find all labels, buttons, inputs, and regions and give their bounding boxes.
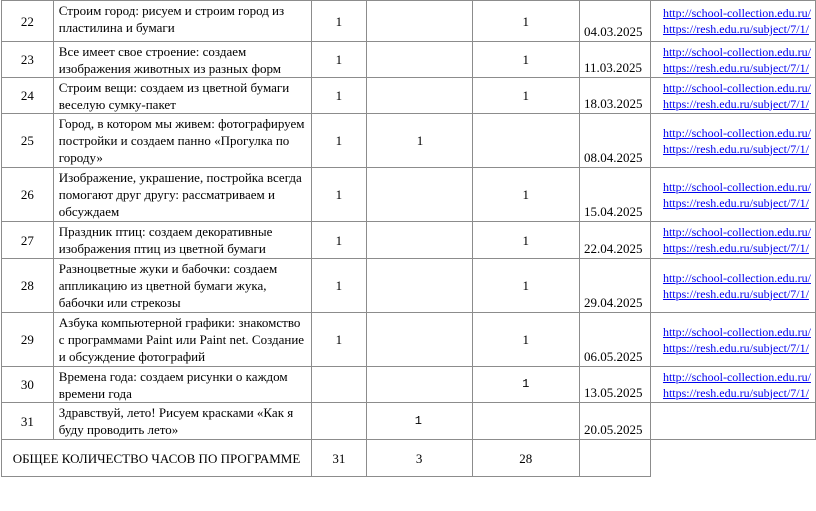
lesson-topic-cell: Праздник птиц: создаем декоративные изображения птиц из цветной бумаги — [53, 222, 311, 259]
table-row — [2, 168, 816, 222]
lesson-topic-cell: Строим город: рисуем и строим город из пластилина и бумаги — [53, 1, 311, 42]
test-hours-cell — [366, 42, 472, 78]
lesson-topic-cell: Изображение, украшение, постройка всегда помогают друг другу: рассматриваем и обсуждаем — [53, 168, 311, 222]
total-hours-cell — [311, 367, 366, 403]
resh-link[interactable]: https://resh.edu.ru/subject/7/1/ — [662, 96, 809, 111]
table-row — [2, 42, 816, 78]
practice-hours-cell: 1 — [472, 78, 580, 114]
lesson-date-cell: 04.03.2025 — [580, 1, 651, 42]
total-hours-cell: 1 — [311, 259, 366, 313]
lesson-topic-cell: Все имеет свое строение: создаем изображения животных из разных форм — [53, 42, 311, 78]
lesson-topic-cell: Азбука компьютерной графики: знакомство с программами Paint или Paint net. Создание и обсуждение фотографий — [53, 313, 311, 367]
test-hours-cell — [366, 168, 472, 222]
resh-link[interactable]: https://resh.edu.ru/subject/7/1/ — [662, 195, 809, 210]
resh-link[interactable]: https://resh.edu.ru/subject/7/1/ — [662, 141, 809, 156]
test-hours-cell — [366, 313, 472, 367]
practice-hours-cell: 1 — [472, 1, 580, 42]
school-collection-link[interactable]: http://school-collection.edu.ru/ — [662, 369, 811, 384]
table-row — [2, 114, 816, 168]
lesson-plan-table — [1, 0, 816, 477]
resource-links-cell — [650, 403, 815, 440]
total-hours-cell: 1 — [311, 78, 366, 114]
total-hours-cell: 1 — [311, 313, 366, 367]
resource-links-cell — [650, 78, 815, 114]
total-all-hours-cell: 31 — [311, 440, 366, 477]
test-hours-cell — [366, 367, 472, 403]
lesson-date-cell: 06.05.2025 — [580, 313, 651, 367]
school-collection-link[interactable]: http://school-collection.edu.ru/ — [662, 80, 811, 95]
table-row — [2, 367, 816, 403]
lesson-date-cell: 18.03.2025 — [580, 78, 651, 114]
practice-hours-cell: 1 — [472, 259, 580, 313]
lesson-date-cell: 20.05.2025 — [580, 403, 651, 440]
resh-link[interactable]: https://resh.edu.ru/subject/7/1/ — [662, 340, 809, 355]
lesson-number-cell: 28 — [2, 259, 54, 313]
resh-link[interactable]: https://resh.edu.ru/subject/7/1/ — [662, 385, 809, 400]
lesson-topic-cell: Разноцветные жуки и бабочки: создаем аппликацию из цветной бумаги жука, бабочки или стрекозы — [53, 259, 311, 313]
total-hours-cell: 1 — [311, 222, 366, 259]
practice-hours-cell: 1 — [472, 222, 580, 259]
lesson-number-cell: 24 — [2, 78, 54, 114]
resource-links-cell — [650, 259, 815, 313]
table-body — [2, 1, 816, 477]
total-test-hours-cell: 3 — [366, 440, 472, 477]
practice-hours-cell: 1 — [472, 42, 580, 78]
lesson-date-cell: 11.03.2025 — [580, 42, 651, 78]
total-practice-hours-cell: 28 — [472, 440, 580, 477]
table-row — [2, 313, 816, 367]
resource-links-cell — [650, 222, 815, 259]
resource-links-cell — [650, 114, 815, 168]
resh-link[interactable]: https://resh.edu.ru/subject/7/1/ — [662, 60, 809, 75]
school-collection-link[interactable]: http://school-collection.edu.ru/ — [662, 125, 811, 140]
test-hours-cell — [366, 222, 472, 259]
resh-link[interactable]: https://resh.edu.ru/subject/7/1/ — [662, 22, 809, 36]
test-hours-cell — [366, 1, 472, 42]
lesson-number-cell: 30 — [2, 367, 54, 403]
resource-links-cell — [650, 42, 815, 78]
school-collection-link[interactable]: http://school-collection.edu.ru/ — [662, 6, 811, 20]
test-hours-cell — [366, 78, 472, 114]
lesson-number-cell: 31 — [2, 403, 54, 440]
lesson-number-cell: 26 — [2, 168, 54, 222]
total-hours-cell: 1 — [311, 114, 366, 168]
lesson-topic-cell: Город, в котором мы живем: фотографируем постройки и создаем панно «Прогулка по городу» — [53, 114, 311, 168]
practice-hours-cell: 1 — [472, 168, 580, 222]
total-hours-cell: 1 — [311, 1, 366, 42]
practice-hours-cell — [472, 403, 580, 440]
lesson-date-cell: 29.04.2025 — [580, 259, 651, 313]
resource-links-cell — [650, 168, 815, 222]
lesson-date-cell: 08.04.2025 — [580, 114, 651, 168]
total-hours-cell: 1 — [311, 42, 366, 78]
lesson-number-cell: 22 — [2, 1, 54, 42]
resh-link[interactable]: https://resh.edu.ru/subject/7/1/ — [662, 241, 809, 255]
total-empty-cell — [580, 440, 651, 477]
lesson-number-cell: 23 — [2, 42, 54, 78]
school-collection-link[interactable]: http://school-collection.edu.ru/ — [662, 179, 811, 194]
table-row — [2, 259, 816, 313]
lesson-date-cell: 15.04.2025 — [580, 168, 651, 222]
total-row — [2, 440, 816, 477]
blank-cell — [650, 440, 815, 477]
lesson-number-cell: 29 — [2, 313, 54, 367]
resource-links-cell — [650, 367, 815, 403]
practice-hours-cell: 1 — [472, 367, 580, 403]
total-hours-cell — [311, 403, 366, 440]
lesson-topic-cell: Времена года: создаем рисунки о каждом времени года — [53, 367, 311, 403]
lesson-date-cell: 13.05.2025 — [580, 367, 651, 403]
resource-links-cell — [650, 1, 815, 42]
table-row — [2, 78, 816, 114]
lesson-date-cell: 22.04.2025 — [580, 222, 651, 259]
school-collection-link[interactable]: http://school-collection.edu.ru/ — [662, 324, 811, 339]
test-hours-cell: 1 — [366, 114, 472, 168]
total-hours-cell: 1 — [311, 168, 366, 222]
lesson-topic-cell: Здравствуй, лето! Рисуем красками «Как я буду проводить лето» — [53, 403, 311, 440]
school-collection-link[interactable]: http://school-collection.edu.ru/ — [662, 225, 811, 239]
lesson-number-cell: 27 — [2, 222, 54, 259]
school-collection-link[interactable]: http://school-collection.edu.ru/ — [662, 270, 811, 285]
total-label-cell: ОБЩЕЕ КОЛИЧЕСТВО ЧАСОВ ПО ПРОГРАММЕ — [2, 440, 312, 477]
table-row — [2, 222, 816, 259]
lesson-topic-cell: Строим вещи: создаем из цветной бумаги веселую сумку-пакет — [53, 78, 311, 114]
practice-hours-cell — [472, 114, 580, 168]
school-collection-link[interactable]: http://school-collection.edu.ru/ — [662, 44, 811, 59]
test-hours-cell — [366, 259, 472, 313]
practice-hours-cell: 1 — [472, 313, 580, 367]
resh-link[interactable]: https://resh.edu.ru/subject/7/1/ — [662, 286, 809, 301]
test-hours-cell: 1 — [366, 403, 472, 440]
lesson-number-cell: 25 — [2, 114, 54, 168]
table-row — [2, 403, 816, 440]
table-row — [2, 1, 816, 42]
resource-links-cell — [650, 313, 815, 367]
